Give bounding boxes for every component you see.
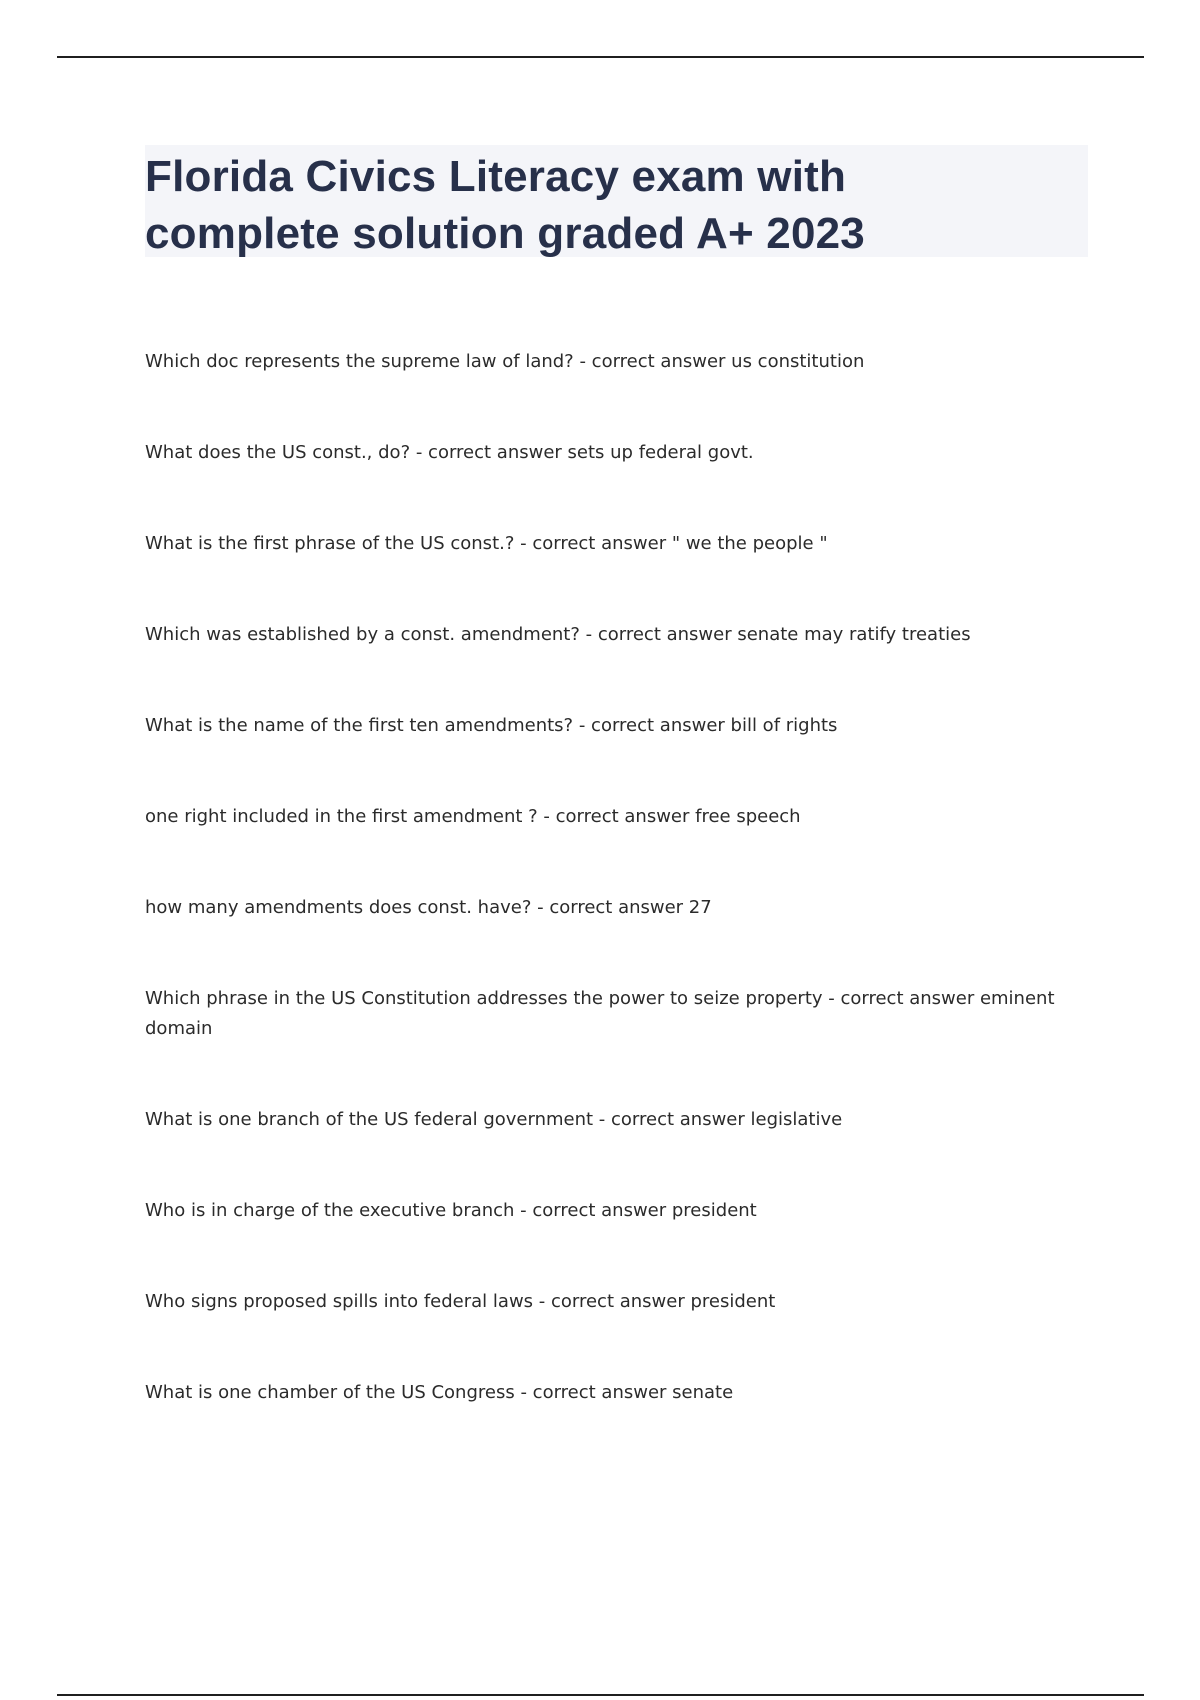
question-answer-list <box>145 347 1065 1469</box>
document-title <box>145 148 1088 262</box>
qa-item: What is one chamber of the US Congress - correct answer senate <box>145 1382 734 1403</box>
qa-item: Who is in charge of the executive branch - correct answer president <box>145 1200 757 1221</box>
title-line-2: complete solution graded A+ 2023 <box>145 209 865 258</box>
qa-item: how many amendments does const. have? - correct answer 27 <box>145 897 712 918</box>
qa-item: What does the US const., do? - correct answer sets up federal govt. <box>145 442 754 463</box>
qa-item: Which was established by a const. amendment? - correct answer senate may ratify treaties <box>145 624 971 645</box>
qa-item: What is one branch of the US federal government - correct answer legislative <box>145 1109 843 1130</box>
bottom-divider <box>57 1694 1144 1696</box>
qa-item: Who signs proposed spills into federal laws - correct answer president <box>145 1291 776 1312</box>
title-line-1: Florida Civics Literacy exam with <box>145 152 847 201</box>
qa-item: What is the first phrase of the US const.? - correct answer " we the people " <box>145 533 828 554</box>
top-divider <box>57 56 1144 58</box>
qa-item: Which doc represents the supreme law of land? - correct answer us constitution <box>145 351 865 372</box>
qa-item: What is the name of the first ten amendments? - correct answer bill of rights <box>145 715 838 736</box>
qa-item: Which phrase in the US Constitution addresses the power to seize property - correct answer eminent domain <box>145 988 1055 1039</box>
qa-item: one right included in the first amendment ? - correct answer free speech <box>145 806 801 827</box>
